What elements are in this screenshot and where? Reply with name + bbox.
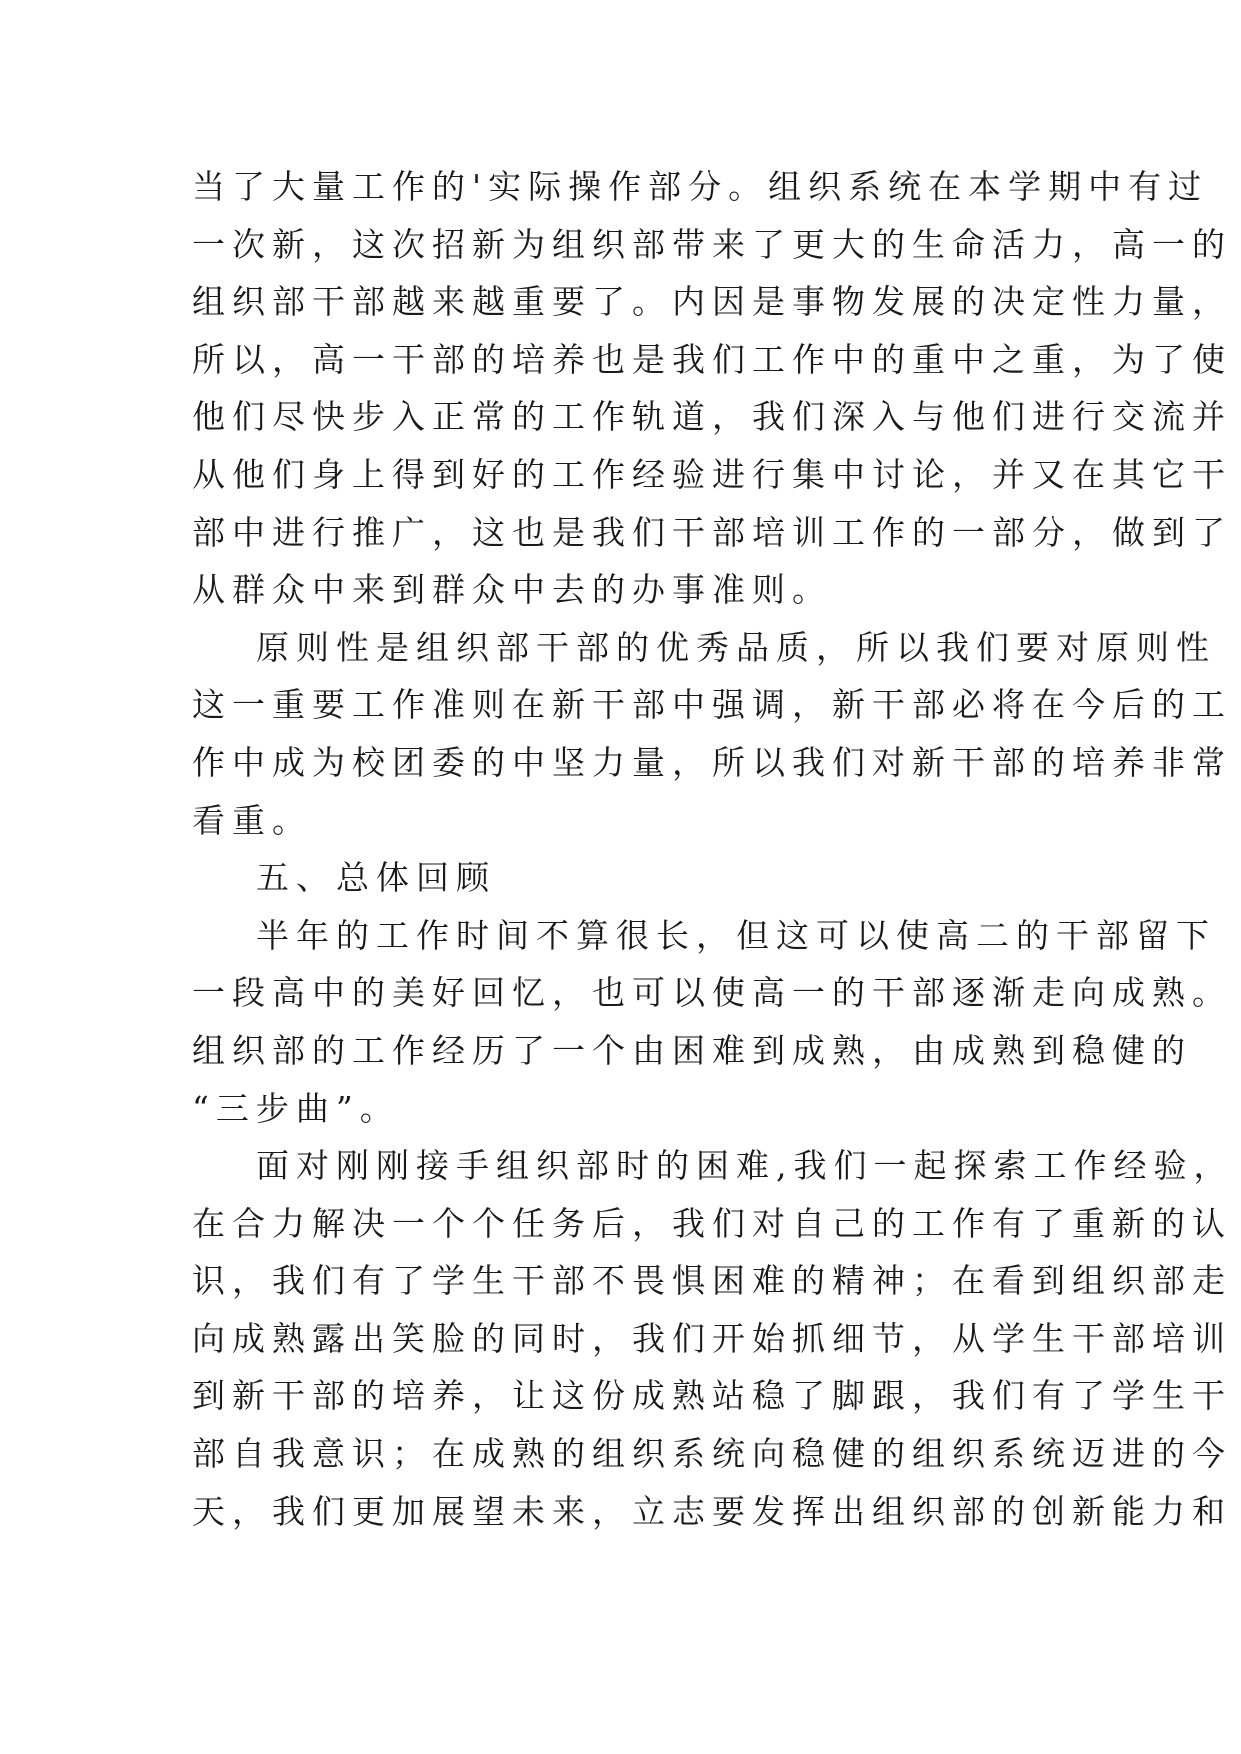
text-line: 从群众中来到群众中去的办事准则。 <box>192 570 832 610</box>
text-line: 看重。 <box>192 800 312 840</box>
text-line: 一次新，这次招新为组织部带来了更大的生命活力，高一的 <box>192 224 1232 264</box>
text-line: 到新干部的培养，让这份成熟站稳了脚跟，我们有了学生干 <box>192 1376 1232 1416</box>
text-line: “三步曲”。 <box>192 1088 400 1128</box>
text-line: 部自我意识；在成熟的组织系统向稳健的组织系统迈进的今 <box>192 1434 1232 1474</box>
text-line: 半年的工作时间不算很长，但这可以使高二的干部留下 <box>256 915 1216 955</box>
text-line: 面对刚刚接手组织部时的困难,我们一起探索工作经验， <box>256 1146 1234 1186</box>
text-line: 原则性是组织部干部的优秀品质，所以我们要对原则性 <box>256 627 1216 667</box>
document-body <box>192 158 1234 1540</box>
text-line: 组织部的工作经历了一个由困难到成熟，由成熟到稳健的 <box>192 1030 1192 1070</box>
text-line: 作中成为校团委的中坚力量，所以我们对新干部的培养非常 <box>192 742 1232 782</box>
text-line: 部中进行推广，这也是我们干部培训工作的一部分，做到了 <box>192 512 1232 552</box>
text-line: 在合力解决一个个任务后，我们对自己的工作有了重新的认 <box>192 1203 1232 1243</box>
text-line: 一段高中的美好回忆，也可以使高一的干部逐渐走向成熟。 <box>192 973 1232 1013</box>
text-line: 他们尽快步入正常的工作轨道，我们深入与他们进行交流并 <box>192 397 1232 437</box>
text-line: 这一重要工作准则在新干部中强调，新干部必将在今后的工 <box>192 685 1232 725</box>
text-line: 所以，高一干部的培养也是我们工作中的重中之重，为了使 <box>192 339 1232 379</box>
text-line: 向成熟露出笑脸的同时，我们开始抓细节，从学生干部培训 <box>192 1318 1232 1358</box>
text-line: 识，我们有了学生干部不畏惧困难的精神；在看到组织部走 <box>192 1261 1232 1301</box>
text-line: 从他们身上得到好的工作经验进行集中讨论，并又在其它干 <box>192 454 1232 494</box>
text-line: 天，我们更加展望未来，立志要发挥出组织部的创新能力和 <box>192 1491 1232 1531</box>
text-line: 当了大量工作的'实际操作部分。组织系统在本学期中有过 <box>192 167 1209 206</box>
text-line: 五、总体回顾 <box>256 858 496 898</box>
text-line: 组织部干部越来越重要了。内因是事物发展的决定性力量， <box>192 282 1232 322</box>
